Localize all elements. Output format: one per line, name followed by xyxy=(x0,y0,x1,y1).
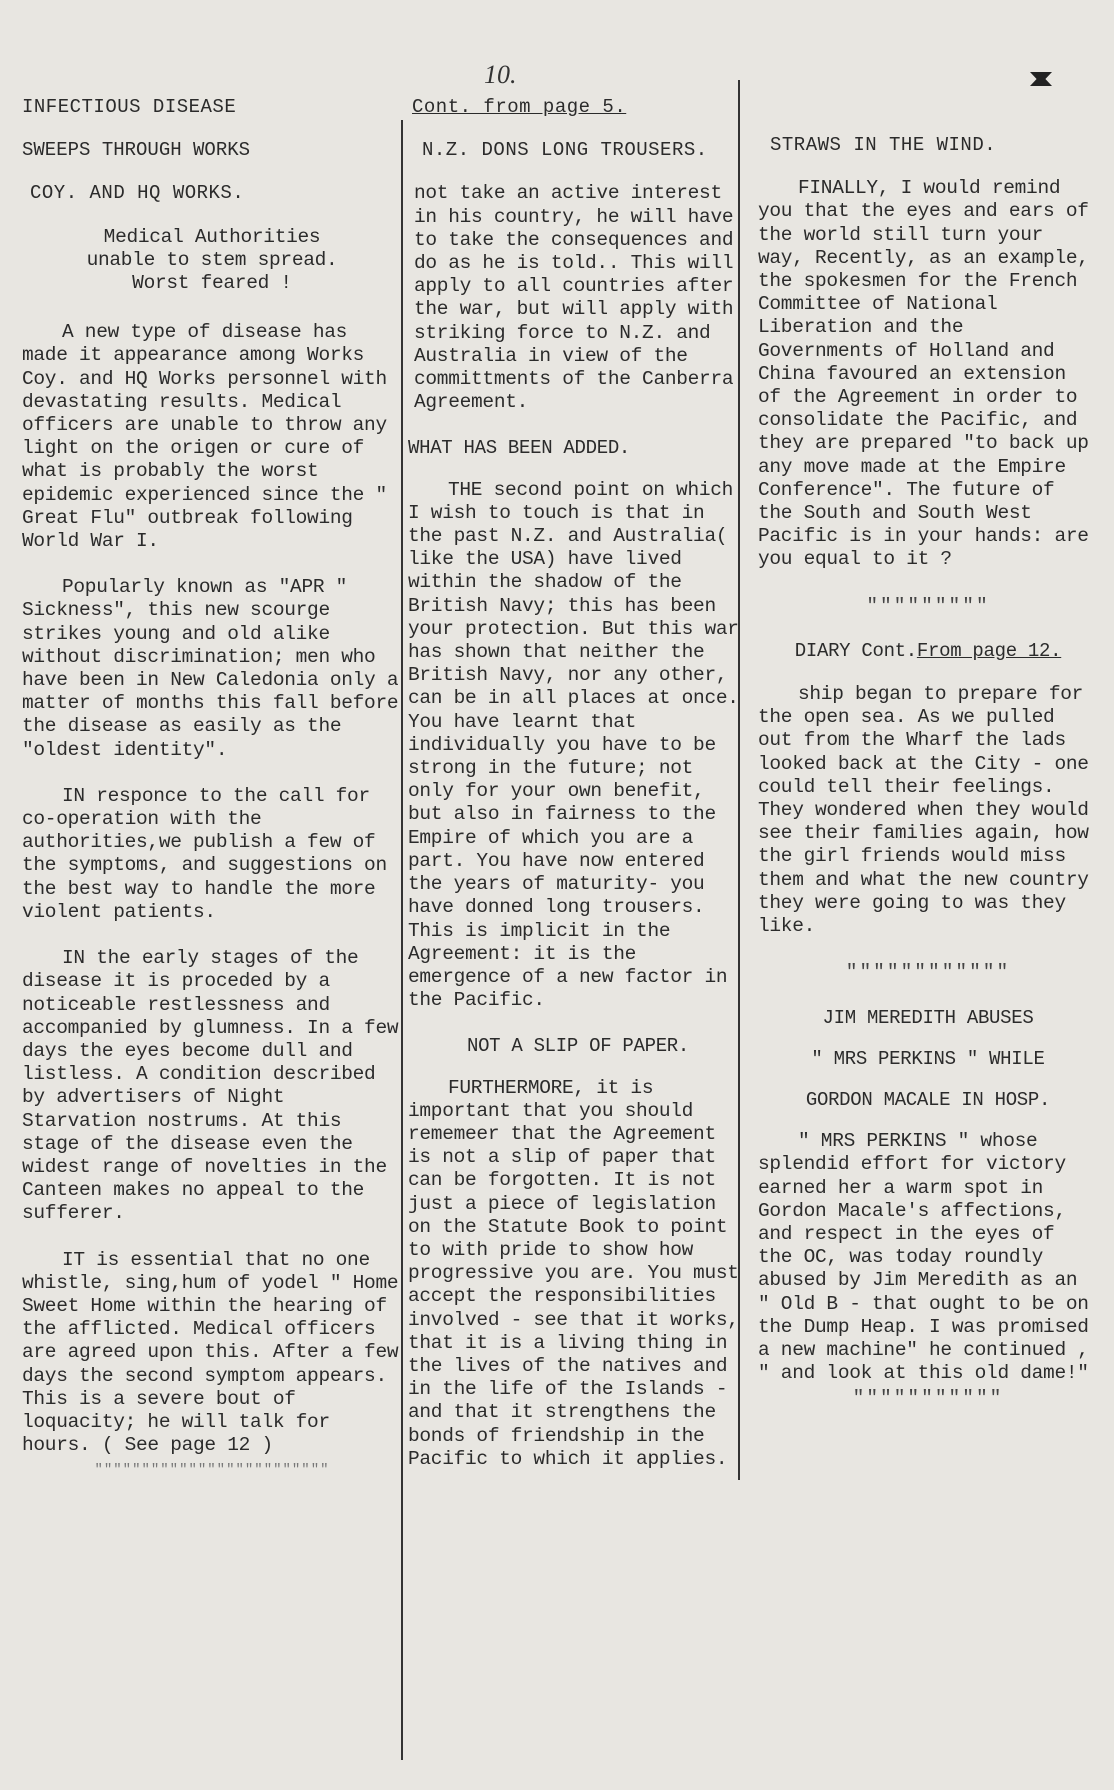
section-heading-slip: NOT A SLIP OF PAPER. xyxy=(466,1035,690,1058)
article-paragraph: Popularly known as "APR " Sickness", this new scourge strikes young and old alike without discrimination; men who have been in New Caledonia only a matter of months this fall before the disease as easily as the "oldest identity". xyxy=(22,576,399,761)
article-paragraph: IN responce to the call for co-operation with the authorities,we publish a few of the symptoms, and suggestions on the best way to handle the more violent patients. xyxy=(22,784,387,923)
headline-line-1: INFECTIOUS DISEASE xyxy=(22,96,237,118)
article-paragraph: IT is essential that no one whistle, sing,hum of yodel " Home Sweet Home within the hearing of the afflicted. Medical officers are agreed upon this. After a few days the second symptom appears. This is a severe bout of loquacity; he will talk for hours. ( See page 12 ) xyxy=(22,1248,399,1457)
section-heading-added: WHAT HAS BEEN ADDED. xyxy=(408,437,631,460)
headline-line-2: SWEEPS THROUGH WORKS xyxy=(22,139,251,162)
diary-heading xyxy=(758,640,1098,663)
story-headline-2: " MRS PERKINS " WHILE xyxy=(811,1047,1045,1070)
column-infectious-disease xyxy=(22,96,402,1505)
separator: """"""""""" xyxy=(852,1387,1004,1410)
story-headline-1: JIM MEREDITH ABUSES xyxy=(822,1006,1034,1029)
page-number: 10. xyxy=(484,60,517,89)
headline: N.Z. DONS LONG TROUSERS. xyxy=(422,139,708,162)
article-paragraph: IN the early stages of the disease it is proceded by a noticeable restlessness and accompanied by glumness. In a few days the eyes become dull and listless. A condition described by advertisers of Night Starvation nostrums. At this stage of the disease even the widest range of novelties in the Canteen makes no appeal to the sufferer. xyxy=(22,947,399,1225)
separator: """"""""""""""""""""""""" xyxy=(94,1462,330,1479)
article-paragraph: not take an active interest in his country, he will have to take the consequences and do as he is told.. This will apply to all countries after the war, but will apply with striking force to N.Z. and Australia in view of the committments of the Canberra Agreement. xyxy=(414,182,734,414)
article-paragraph: FURTHERMORE, it is important that you should rememeer that the Agreement is not a slip of paper that can be forgotten. It is not just a piece of legislation on the Statute Book to point to with pride to show how progressive you are. You must accept the responsibilities involved - see that it works, that it is a living thing in the lives of the natives and in the life of the Islands - and that it strengthens the bonds of friendship in the Pacific to which it applies. xyxy=(408,1076,739,1470)
column-straws-in-wind xyxy=(758,96,1098,1433)
separator: """"""""" xyxy=(866,594,990,617)
continued-heading: Cont. from page 5. xyxy=(412,96,627,118)
column-nz-trousers xyxy=(408,96,748,1494)
diary-heading-label: DIARY Cont. xyxy=(794,639,917,662)
subheadline: Medical Authorities unable to stem spread. Worst feared ! xyxy=(86,225,338,295)
article-paragraph: ship began to prepare for the open sea. As we pulled out from the Wharf the lads looked back at the City - one could tell their feelings. They wondered when they would see their families again, how the girl friends would miss them and what the new country they were going to was they like. xyxy=(758,683,1089,938)
headline-line-3: COY. AND HQ WORKS. xyxy=(30,182,245,205)
article-paragraph: A new type of disease has made it appearance among Works Coy. and HQ Works personnel with devastating results. Medical officers are unable to throw any light on the origen or cure of what is probably the worst epidemic experienced since the " Great Flu" outbreak following World War I. xyxy=(22,321,387,553)
separator: """""""""""" xyxy=(845,961,1011,984)
headline: STRAWS IN THE WIND. xyxy=(770,134,997,156)
diary-from-page: From page 12. xyxy=(916,639,1062,662)
story-headline-3: GORDON MACALE IN HOSP. xyxy=(805,1088,1051,1111)
article-paragraph: THE second point on which I wish to touch is that in the past N.Z. and Australia( like the USA) have lived within the shadow of the British Navy; this has been your protection. But this war has shown that neither the British Navy, nor any other, can be in all places at once. You have learnt that individually you have to be strong in the future; not only for your own benefit, but also in fairness to the Empire of which you are a part. You have now entered the years of maturity- you have donned long trousers. This is implicit in the Agreement: it is the emergence of a new factor in the Pacific. xyxy=(408,478,739,1012)
article-paragraph: " MRS PERKINS " whose splendid effort for victory earned her a warm spot in Gordon Macale's affections, and respect in the eyes of the OC, was today roundly abused by Jim Meredith as an " Old B - that ought to be on the Dump Heap. I was promised a new machine" he continued , " and look at this old dame!" xyxy=(758,1130,1089,1385)
corner-mark-icon xyxy=(1030,72,1052,86)
article-paragraph: FINALLY, I would remind you that the eyes and ears of the world still turn your way, Recently, as an example, the spokesmen for the French Committee of National Liberation and the Governments of Holland and China favoured an extension of the Agreement in order to consolidate the Pacific, and they are prepared "to back up any move made at the Empire Conference". The future of the South and South West Pacific is in your hands: are you equal to it ? xyxy=(758,177,1089,571)
